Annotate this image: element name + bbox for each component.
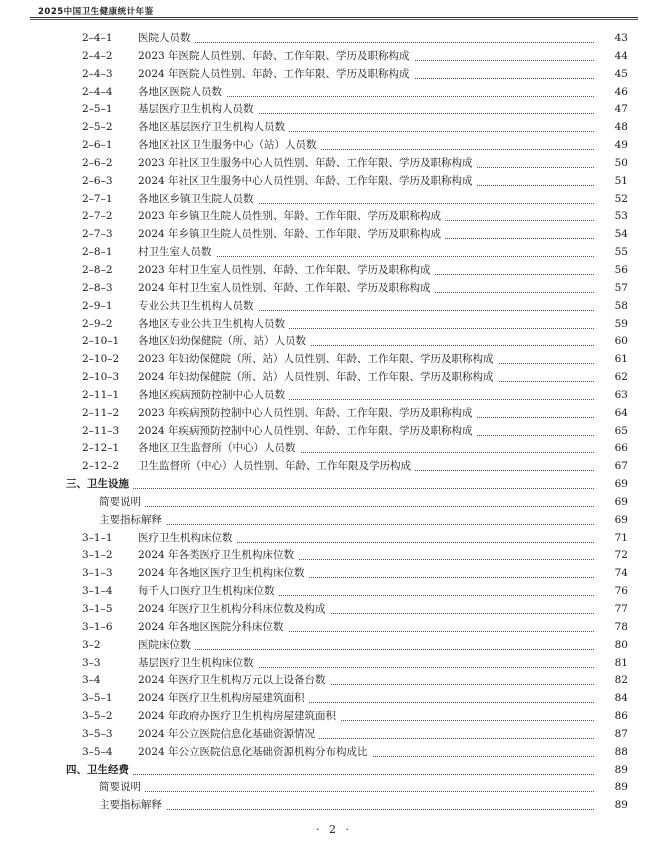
toc-entry-title: 基层医疗卫生机构人员数 [138,101,258,119]
toc-entry-number: 2–11–2 [82,406,120,419]
toc-entry-title: 2024 年公立医院信息化基础资源情况 [138,726,319,744]
toc-entry-number: 2–8–1 [82,246,113,259]
header-rule-thin [30,19,638,20]
toc-entry-title: 医院床位数 [138,637,195,655]
toc-entry-title: 主要指标解释 [99,512,166,530]
toc-entry[interactable] [0,208,668,226]
toc-entry-number: 2–8–2 [82,263,113,276]
toc-entry[interactable] [0,244,668,262]
dot-leader [140,42,594,43]
dot-leader [66,488,594,489]
toc-entry-number: 3–1–1 [82,531,113,544]
toc-section[interactable] [0,762,668,780]
toc-entry[interactable] [0,137,668,155]
toc-entry-page: 82 [598,672,628,690]
toc-entry-title: 2023 年社区卫生服务中心人员性别、年龄、工作年限、学历及职称构成 [138,155,477,173]
toc-entry-number: 3–5–4 [82,745,113,758]
toc-entry[interactable] [0,637,668,655]
toc-entry-title: 卫生监督所（中心）人员性别、年龄、工作年限及学历构成 [138,458,415,476]
toc-entry-number: 2–12–1 [82,442,120,455]
header-rule [30,17,638,18]
toc-entry-title: 各地区乡镇卫生院人员数 [138,191,258,209]
toc-entry-page: 62 [598,369,628,387]
toc-entry-number: 2–4–1 [82,32,113,44]
toc-subsection[interactable] [0,512,668,530]
toc-entry[interactable] [0,191,668,209]
toc-entry[interactable] [0,351,668,369]
toc-entry-number: 3–1–6 [82,620,113,633]
toc-entry[interactable] [0,690,668,708]
toc-entry-page: 74 [598,565,628,583]
toc-entry[interactable] [0,280,668,298]
toc-entry-page: 89 [598,762,628,780]
toc-entry-page: 59 [598,316,628,334]
toc-entry-page: 77 [598,601,628,619]
toc-entry-page: 89 [598,797,628,815]
toc-entry-number: 2–5–2 [82,121,113,134]
toc-entry[interactable] [0,30,668,48]
toc-entry-page: 80 [598,637,628,655]
toc-entry[interactable] [0,726,668,744]
toc-entry-title: 专业公共卫生机构人员数 [138,298,258,316]
toc-entry-page: 53 [598,208,628,226]
toc-entry-title: 2023 年医院人员性别、年龄、工作年限、学历及职称构成 [138,48,414,66]
toc-entry-page: 65 [598,423,628,441]
toc-entry-page: 84 [598,690,628,708]
toc-entry-title: 医疗卫生机构床位数 [138,530,237,548]
toc-entry-number: 3–2 [82,638,101,651]
toc-entry-number: 2–9–2 [82,317,113,330]
toc-entry[interactable] [0,530,668,548]
toc-entry[interactable] [0,298,668,316]
toc-entry-title: 2023 年妇幼保健院（所、站）人员性别、年龄、工作年限、学历及职称构成 [138,351,498,369]
toc-entry-page: 43 [598,30,628,48]
toc-entry-number: 3–1–5 [82,603,113,615]
toc-entry-title: 2024 年疾病预防控制中心人员性别、年龄、工作年限、学历及职称构成 [138,423,477,441]
toc-entry-number: 2–10–3 [82,371,120,384]
toc-entry[interactable] [0,601,668,619]
toc-entry-page: 54 [598,226,628,244]
toc-entry[interactable] [0,583,668,601]
toc-entry-title: 2024 年医院人员性别、年龄、工作年限、学历及职称构成 [138,66,414,84]
toc-entry-number: 3–5–1 [82,692,113,705]
toc-entry-page: 67 [598,458,628,476]
toc-entry-title: 2024 年各地区医疗卫生机构床位数 [138,565,309,583]
toc-entry-page: 63 [598,387,628,405]
toc-entry[interactable] [0,48,668,66]
toc-entry-number: 2–12–2 [82,460,120,473]
toc-entry-title: 2024 年医疗卫生机构万元以上设备台数 [138,672,330,690]
toc-entry-number: 2–11–3 [82,424,120,437]
toc-entry[interactable] [0,708,668,726]
dot-leader [99,809,594,810]
toc-entry-number: 2–7–2 [82,210,113,223]
toc-subsection[interactable] [0,797,668,815]
toc-entry-title: 三、卫生设施 [66,476,133,494]
toc-entry-page: 72 [598,547,628,565]
toc-entry-title: 简要说明 [99,779,145,797]
toc-entry-number: 3–3 [82,656,101,669]
toc-entry-title: 2023 年疾病预防控制中心人员性别、年龄、工作年限、学历及职称构成 [138,405,477,423]
toc-entry-page: 46 [598,84,628,102]
toc-entry-number: 3–1–2 [82,549,113,562]
toc-entry-number: 2–6–2 [82,156,113,169]
toc-entry[interactable] [0,387,668,405]
toc-entry-page: 51 [598,173,628,191]
toc-entry-title: 村卫生室人员数 [138,244,216,262]
toc-entry-page: 78 [598,619,628,637]
toc-entry[interactable] [0,672,668,690]
toc-entry-page: 60 [598,333,628,351]
toc-entry-title: 各地区医院人员数 [138,84,226,102]
toc-entry[interactable] [0,619,668,637]
toc-entry-page: 55 [598,244,628,262]
toc-entry-title: 各地区卫生监督所（中心）人员数 [138,440,300,458]
toc-entry-title: 2024 年村卫生室人员性别、年龄、工作年限、学历及职称构成 [138,280,435,298]
toc-entry-page: 57 [598,280,628,298]
toc-entry-title: 四、卫生经费 [66,762,133,780]
toc-entry-page: 50 [598,155,628,173]
toc-entry[interactable] [0,119,668,137]
toc-entry-number: 2–11–1 [82,388,120,401]
toc-entry-page: 44 [598,48,628,66]
toc-entry-title: 简要说明 [99,494,145,512]
toc-entry-number: 3–4 [82,674,101,687]
toc-entry-title: 2024 年医疗卫生机构分科床位数及构成 [138,601,330,619]
toc-entry-page: 45 [598,66,628,84]
toc-entry-page: 48 [598,119,628,137]
toc-entry-title: 各地区专业公共卫生机构人员数 [138,316,289,334]
toc-entry-title: 医院人员数 [138,30,195,48]
toc-entry[interactable] [0,333,668,351]
running-header: 2025中国卫生健康统计年鉴 [38,7,154,17]
toc-entry-title: 基层医疗卫生机构床位数 [138,655,258,673]
toc-entry-number: 2–5–1 [82,103,113,116]
table-of-contents [0,30,668,815]
toc-entry-number: 2–4–2 [82,49,113,62]
toc-entry[interactable] [0,101,668,119]
toc-entry-number: 2–10–2 [82,353,120,366]
toc-entry[interactable] [0,173,668,191]
toc-section[interactable] [0,476,668,494]
toc-entry-title: 2024 年医疗卫生机构房屋建筑面积 [138,690,309,708]
toc-entry-number: 2–9–1 [82,299,113,312]
toc-entry-title: 各地区基层医疗卫生机构人员数 [138,119,289,137]
toc-subsection[interactable] [0,779,668,797]
toc-entry[interactable] [0,155,668,173]
toc-entry[interactable] [0,440,668,458]
toc-entry-page: 49 [598,137,628,155]
toc-entry-page: 86 [598,708,628,726]
toc-entry-number: 2–10–1 [82,335,120,348]
toc-entry[interactable] [0,547,668,565]
toc-entry-page: 58 [598,298,628,316]
toc-entry-page: 88 [598,744,628,762]
toc-entry-number: 2–6–1 [82,139,113,152]
toc-entry[interactable] [0,369,668,387]
toc-entry-page: 71 [598,530,628,548]
toc-entry[interactable] [0,226,668,244]
dot-leader [140,649,594,650]
toc-entry-number: 3–1–3 [82,567,113,580]
toc-entry-number: 2–6–3 [82,174,113,187]
dot-leader [99,791,594,792]
toc-entry-number: 3–5–2 [82,710,113,723]
toc-entry-title: 2024 年公立医院信息化基础资源机构分布构成比 [138,744,372,762]
toc-entry-title: 各地区妇幼保健院（所、站）人员数 [138,333,310,351]
toc-entry-number: 3–1–4 [82,585,113,598]
toc-entry-title: 2024 年各地区医院分科床位数 [138,619,288,637]
toc-entry-title: 2023 年乡镇卫生院人员性别、年龄、工作年限、学历及职称构成 [138,208,445,226]
toc-entry[interactable] [0,423,668,441]
toc-entry-page: 64 [598,405,628,423]
toc-subsection[interactable] [0,494,668,512]
dot-leader [66,774,594,775]
toc-entry-title: 2024 年乡镇卫生院人员性别、年龄、工作年限、学历及职称构成 [138,226,445,244]
toc-entry[interactable] [0,84,668,102]
toc-entry-page: 69 [598,476,628,494]
toc-entry-page: 66 [598,440,628,458]
toc-entry-page: 56 [598,262,628,280]
toc-entry-title: 2024 年妇幼保健院（所、站）人员性别、年龄、工作年限、学历及职称构成 [138,369,498,387]
toc-entry[interactable] [0,458,668,476]
toc-entry-page: 52 [598,191,628,209]
toc-entry[interactable] [0,744,668,762]
toc-entry-title: 2024 年政府办医疗卫生机构房屋建筑面积 [138,708,340,726]
toc-entry[interactable] [0,66,668,84]
toc-entry-page: 89 [598,779,628,797]
toc-entry-number: 2–7–3 [82,228,113,241]
toc-entry-title: 每千人口医疗卫生机构床位数 [138,583,279,601]
toc-entry-page: 69 [598,512,628,530]
toc-entry[interactable] [0,565,668,583]
toc-entry-number: 3–5–3 [82,727,113,740]
toc-entry-title: 各地区社区卫生服务中心（站）人员数 [138,137,321,155]
toc-entry-page: 47 [598,101,628,119]
toc-entry-number: 2–4–3 [82,67,113,80]
dot-leader [99,524,594,525]
toc-entry-number: 2–7–1 [82,192,113,205]
toc-entry-page: 81 [598,655,628,673]
toc-entry-page: 76 [598,583,628,601]
toc-entry-title: 2023 年村卫生室人员性别、年龄、工作年限、学历及职称构成 [138,262,435,280]
toc-entry-number: 2–8–3 [82,281,113,294]
toc-entry-title: 主要指标解释 [99,797,166,815]
toc-entry-title: 2024 年各类医疗卫生机构床位数 [138,547,298,565]
dot-leader [99,506,594,507]
page-number: · 2 · [316,823,352,836]
toc-entry-title: 各地区疾病预防控制中心人员数 [138,387,289,405]
toc-entry[interactable] [0,262,668,280]
toc-entry-page: 61 [598,351,628,369]
toc-entry[interactable] [0,655,668,673]
toc-entry[interactable] [0,405,668,423]
toc-entry-page: 87 [598,726,628,744]
toc-entry-title: 2024 年社区卫生服务中心人员性别、年龄、工作年限、学历及职称构成 [138,173,477,191]
toc-entry[interactable] [0,316,668,334]
toc-entry-number: 2–4–4 [82,85,113,98]
toc-entry-page: 69 [598,494,628,512]
